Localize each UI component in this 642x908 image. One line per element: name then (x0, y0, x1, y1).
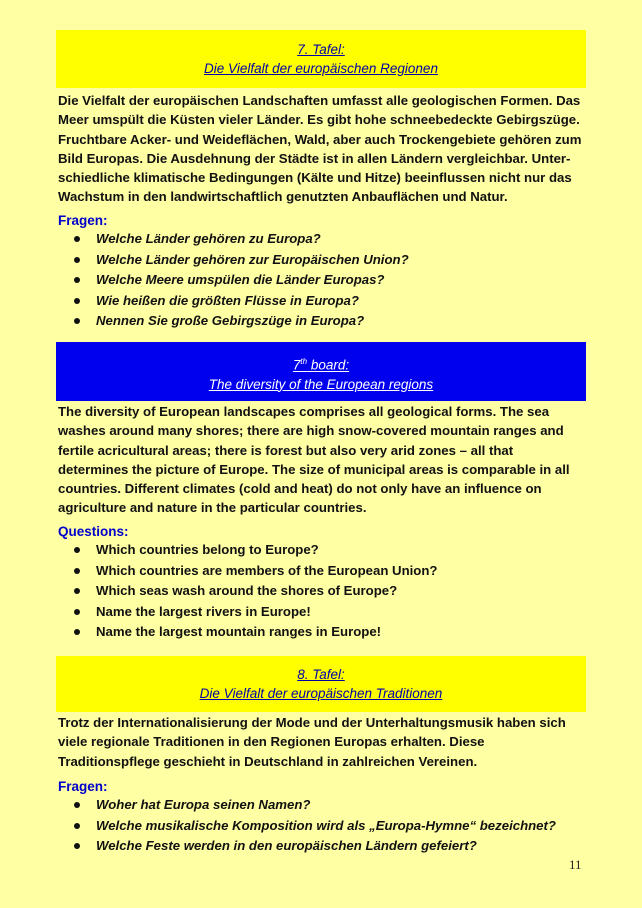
list-item (74, 250, 409, 271)
section-header-7-tafel (56, 30, 586, 88)
board-number: 7 (292, 357, 301, 373)
bullet-icon (74, 629, 80, 635)
bullet-icon (74, 802, 80, 808)
page-number: 11 (569, 857, 582, 872)
section-number (56, 352, 586, 375)
question-text: Name the largest mountain ranges in Europe! (96, 624, 382, 639)
paragraph-line: The diversity of European landscapes comprises all geological forms. The sea (58, 404, 550, 419)
question-text: Which countries are members of the European Union? (96, 562, 438, 578)
question-text: Welche Länder gehören zur Europäischen Union? (96, 251, 409, 267)
question-text: Name the largest rivers in Europe! (96, 603, 311, 619)
bullet-icon (74, 843, 80, 849)
list-item (74, 229, 409, 250)
section-title: The diversity of the European regions (208, 376, 434, 392)
questions-list (74, 795, 556, 857)
question-text: Welche Länder gehören zu Europa? (96, 231, 321, 246)
question-text: Which countries belong to Europe? (96, 542, 319, 557)
paragraph-line: Die Vielfalt der europäischen Landschaften umfasst alle geologischen Formen. Das (58, 93, 581, 108)
paragraph-line: fertile acricultural areas; there is forest but also very arid zones – all that (58, 442, 514, 458)
paragraph-line: schiedliche klimatische Bedingungen (Kälte und Hitze) beeinflussen nicht nur das (58, 170, 572, 186)
bullet-icon (74, 298, 80, 304)
question-text: Wie heißen die größten Flüsse in Europa? (96, 292, 359, 308)
list-item (74, 602, 437, 623)
bullet-icon (74, 823, 80, 829)
paragraph-line: Traditionspflege geschieht in Deutschland in zahlreichen Vereinen. (58, 753, 478, 769)
question-text: Welche musikalische Komposition wird als „Europa-Hymne“ bezeichnet? (96, 817, 556, 833)
bullet-icon (74, 547, 80, 553)
board-label: board: (307, 357, 350, 373)
list-item (74, 291, 409, 312)
question-text: Welche Feste werden in den europäischen Ländern gefeiert? (96, 838, 477, 853)
question-text: Woher hat Europa seinen Namen? (96, 797, 311, 812)
questions-label: Fragen: (58, 779, 108, 794)
paragraph-line: Fruchtbare Acker- und Weideflächen, Wald, aber auch Trockengebiete gehören zum (58, 131, 582, 147)
paragraph-line: Trotz der Internationalisierung der Mode und der Unterhaltungsmusik haben sich (58, 715, 566, 730)
section-paragraph (58, 402, 598, 518)
paragraph-line: viele regionale Traditionen in den Regionen Europas erhalten. Diese (58, 734, 485, 750)
bullet-icon (74, 277, 80, 283)
bullet-icon (74, 236, 80, 242)
list-item (74, 795, 556, 816)
questions-list (74, 540, 437, 643)
section-number: 7. Tafel: (297, 42, 345, 57)
list-item (74, 622, 437, 643)
section-header-7th-board (56, 342, 586, 401)
questions-label: Fragen: (58, 213, 108, 228)
questions-label: Questions: (58, 524, 129, 539)
paragraph-line: Meer umspült die Küsten vieler Länder. Es gibt hohe schneebedeckte Gebirgszüge. (58, 112, 580, 128)
bullet-icon (74, 257, 80, 263)
paragraph-line: Wachstum in den landwirtschaftlich genutzten Anbauflächen und Natur. (58, 189, 508, 205)
section-paragraph (58, 713, 598, 771)
section-title: Die Vielfalt der europäischen Regionen (204, 61, 438, 76)
list-item (74, 311, 409, 332)
list-item (74, 816, 556, 837)
section-header-8-tafel (56, 656, 586, 712)
paragraph-line: determines the picture of Europe. The size of municipal areas is comparable in all (58, 461, 570, 477)
section-title: Die Vielfalt der europäischen Traditionen (199, 686, 443, 701)
paragraph-line: agriculture and nature in the particular countries. (58, 500, 367, 516)
list-item (74, 581, 437, 602)
ordinal-suffix: th (300, 357, 308, 366)
list-item (74, 836, 556, 857)
section-paragraph (58, 91, 598, 207)
bullet-icon (74, 318, 80, 324)
question-text: Nennen Sie große Gebirgszüge in Europa? (96, 313, 365, 328)
bullet-icon (74, 588, 80, 594)
paragraph-line: Bild Europas. Die Ausdehnung der Städte ist in allen Ländern vergleichbar. Unter- (58, 150, 571, 166)
bullet-icon (74, 609, 80, 615)
bullet-icon (74, 568, 80, 574)
list-item (74, 561, 437, 582)
paragraph-line: countries. Different climates (cold and heat) do not only have an influence on (58, 481, 542, 497)
question-text: Which seas wash around the shores of Europe? (96, 583, 398, 598)
questions-list (74, 229, 409, 332)
question-text: Welche Meere umspülen die Länder Europas? (96, 272, 385, 287)
list-item (74, 540, 437, 561)
list-item (74, 270, 409, 291)
section-number: 8. Tafel: (297, 667, 345, 682)
paragraph-line: washes around many shores; there are high snow-covered mountain ranges and (58, 423, 564, 439)
